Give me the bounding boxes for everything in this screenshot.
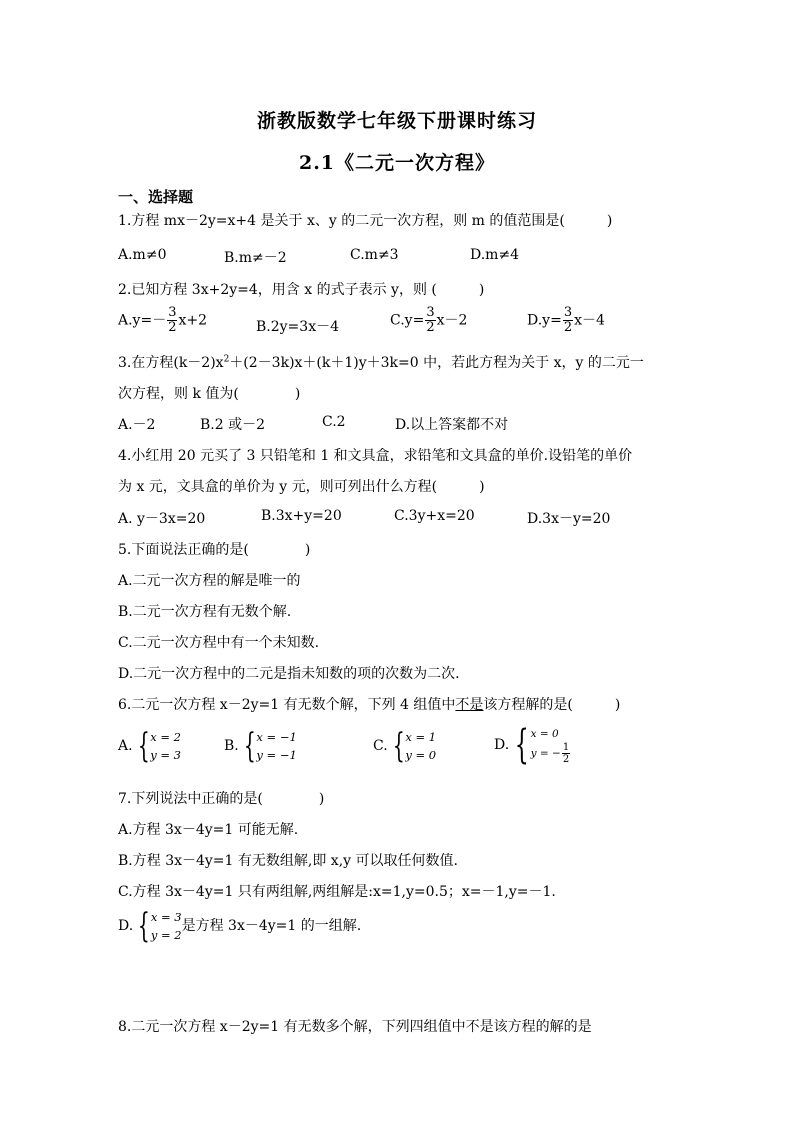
question-6-option-b [224, 728, 297, 764]
equation-row: x = 3 [150, 910, 182, 924]
denominator: 2 [563, 320, 573, 335]
equation-row [531, 742, 572, 765]
numerator: 1 [562, 741, 570, 753]
question-5-option-d: D.二元一次方程中的二元是指未知数的项的次数为二次. [118, 666, 460, 682]
equation-row: x = 1 [405, 730, 437, 744]
option-text: C.y= [390, 312, 425, 329]
option-label: D. [118, 918, 134, 934]
left-brace-icon: { [137, 726, 150, 766]
question-1-option-a: A.m≠0 [118, 247, 167, 263]
question-2-stem: 2.已知方程 3x+2y=4，用含 x 的式子表示 y，则 ( ) [118, 282, 485, 298]
equation-system [388, 728, 436, 764]
equation-system [509, 722, 571, 768]
question-1-option-c: C.m≠3 [350, 247, 399, 263]
left-brace-icon: { [243, 726, 256, 766]
question-7-option-d [118, 908, 361, 944]
question-4-option-d: D.3x－y=20 [527, 511, 611, 527]
fraction [562, 742, 570, 765]
stem-text: 该方程解的是( ) [483, 697, 621, 713]
equation-row: y = 3 [150, 748, 181, 762]
equation-rows [531, 726, 572, 765]
option-text: x－4 [574, 312, 605, 329]
question-1-stem: 1.方程 mx－2y=x+4 是关于 x、y 的二元一次方程，则 m 的值范围是( ) [118, 213, 613, 229]
question-2-option-d [527, 306, 605, 335]
question-7-option-c: C.方程 3x－4y=1 只有两组解,两组解是:x=1,y=0.5；x=－1,y=－1. [118, 884, 556, 900]
stem-text: 6.二元一次方程 x－2y=1 有无数个解，下列 4 组值中 [118, 697, 456, 713]
equation-rows [151, 908, 182, 944]
stem-text: ＋(2－3k)x＋(k＋1)y＋3k=0 中，若此方程为关于 x，y 的二元一 [229, 355, 644, 371]
question-4-stem-line-2: 为 x 元，文具盒的单价为 y 元，则可列出什么方程( ) [118, 479, 485, 495]
numerator: 3 [426, 305, 435, 320]
option-label: C. [373, 738, 388, 754]
question-4-stem-line-1: 4.小红用 20 元买了 3 只铅笔和 1 和文具盒，求铅笔和文具盒的单价.设铅笔的单价 [118, 448, 633, 464]
question-3-option-c: C.2 [322, 414, 346, 430]
question-3-option-a: A.－2 [118, 417, 156, 433]
equation-system [239, 728, 297, 764]
question-2-option-b: B.2y=3x－4 [256, 319, 339, 335]
question-5-stem: 5.下面说法正确的是( ) [118, 542, 311, 558]
fraction [563, 306, 573, 335]
numerator: 3 [563, 305, 573, 320]
question-4-option-b: B.3x+y=20 [261, 508, 342, 524]
denominator: 2 [562, 753, 570, 765]
fraction [167, 306, 177, 335]
question-4-option-c: C.3y+x=20 [394, 508, 475, 524]
option-text: D.y= [527, 312, 562, 329]
question-6-option-d [494, 722, 571, 768]
question-8-stem: 8.二元一次方程 x－2y=1 有无数多个解，下列四组值中不是该方程的解的是 [118, 1019, 592, 1035]
underlined-text: 不是 [455, 697, 484, 713]
denominator: 2 [426, 320, 435, 335]
question-6-option-c [373, 728, 436, 764]
question-3-option-b: B.2 或－2 [200, 417, 266, 433]
question-1-option-b: B.m≠－2 [224, 250, 287, 266]
equation-system [133, 908, 181, 944]
question-2-option-a [118, 306, 207, 335]
equation-rows [405, 728, 436, 764]
equation-row: y = 2 [150, 928, 182, 942]
left-brace-icon: { [392, 726, 405, 766]
left-brace-icon: { [514, 722, 529, 768]
page-subtitle: 2.1《二元一次方程》 [298, 152, 496, 174]
option-text: x+2 [178, 312, 208, 329]
equation-row: y = −1 [256, 748, 297, 762]
option-text: A.y=－ [118, 312, 167, 329]
question-4-option-a: A. y－3x=20 [118, 511, 206, 527]
denominator: 2 [168, 320, 177, 335]
equation-row: x = −1 [256, 730, 297, 744]
equation-system [133, 728, 181, 764]
option-label: A. [118, 738, 133, 754]
question-5-option-c: C.二元一次方程中有一个未知数. [118, 635, 320, 651]
section-heading: 一、选择题 [118, 188, 194, 206]
numerator: 3 [168, 305, 177, 320]
question-1-option-d: D.m≠4 [470, 247, 520, 263]
equation-text: y = − [530, 747, 561, 759]
fraction [425, 306, 435, 335]
left-brace-icon: { [138, 906, 150, 946]
question-5-option-a: A.二元一次方程的解是唯一的 [118, 573, 301, 589]
option-text: 是方程 3x－4y=1 的一组解. [181, 918, 362, 934]
stem-text: 3.在方程(k－2)x [118, 355, 224, 371]
option-text: x－2 [436, 312, 468, 329]
page-title: 浙教版数学七年级下册课时练习 [256, 110, 537, 132]
question-7-stem: 7.下列说法中正确的是( ) [118, 791, 325, 807]
equation-rows [150, 728, 181, 764]
exponent: 2 [223, 354, 230, 365]
equation-rows [256, 728, 296, 764]
question-6-stem [118, 694, 620, 714]
equation-row: x = 0 [530, 727, 559, 740]
question-3-stem-line-2: 次方程，则 k 值为( ) [118, 386, 301, 402]
question-3-stem-line-1 [118, 352, 644, 372]
question-7-option-b: B.方程 3x－4y=1 有无数组解,即 x,y 可以取任何数值. [118, 853, 458, 869]
option-label: D. [494, 737, 510, 753]
question-5-option-b: B.二元一次方程有无数个解. [118, 604, 292, 620]
question-7-option-a: A.方程 3x－4y=1 可能无解. [118, 822, 299, 838]
question-2-option-c [390, 306, 467, 335]
option-label: B. [224, 738, 239, 754]
equation-row: y = 0 [405, 748, 437, 762]
question-6-option-a [118, 728, 181, 764]
question-3-option-d: D.以上答案都不对 [395, 417, 509, 433]
equation-row: x = 2 [150, 730, 181, 744]
